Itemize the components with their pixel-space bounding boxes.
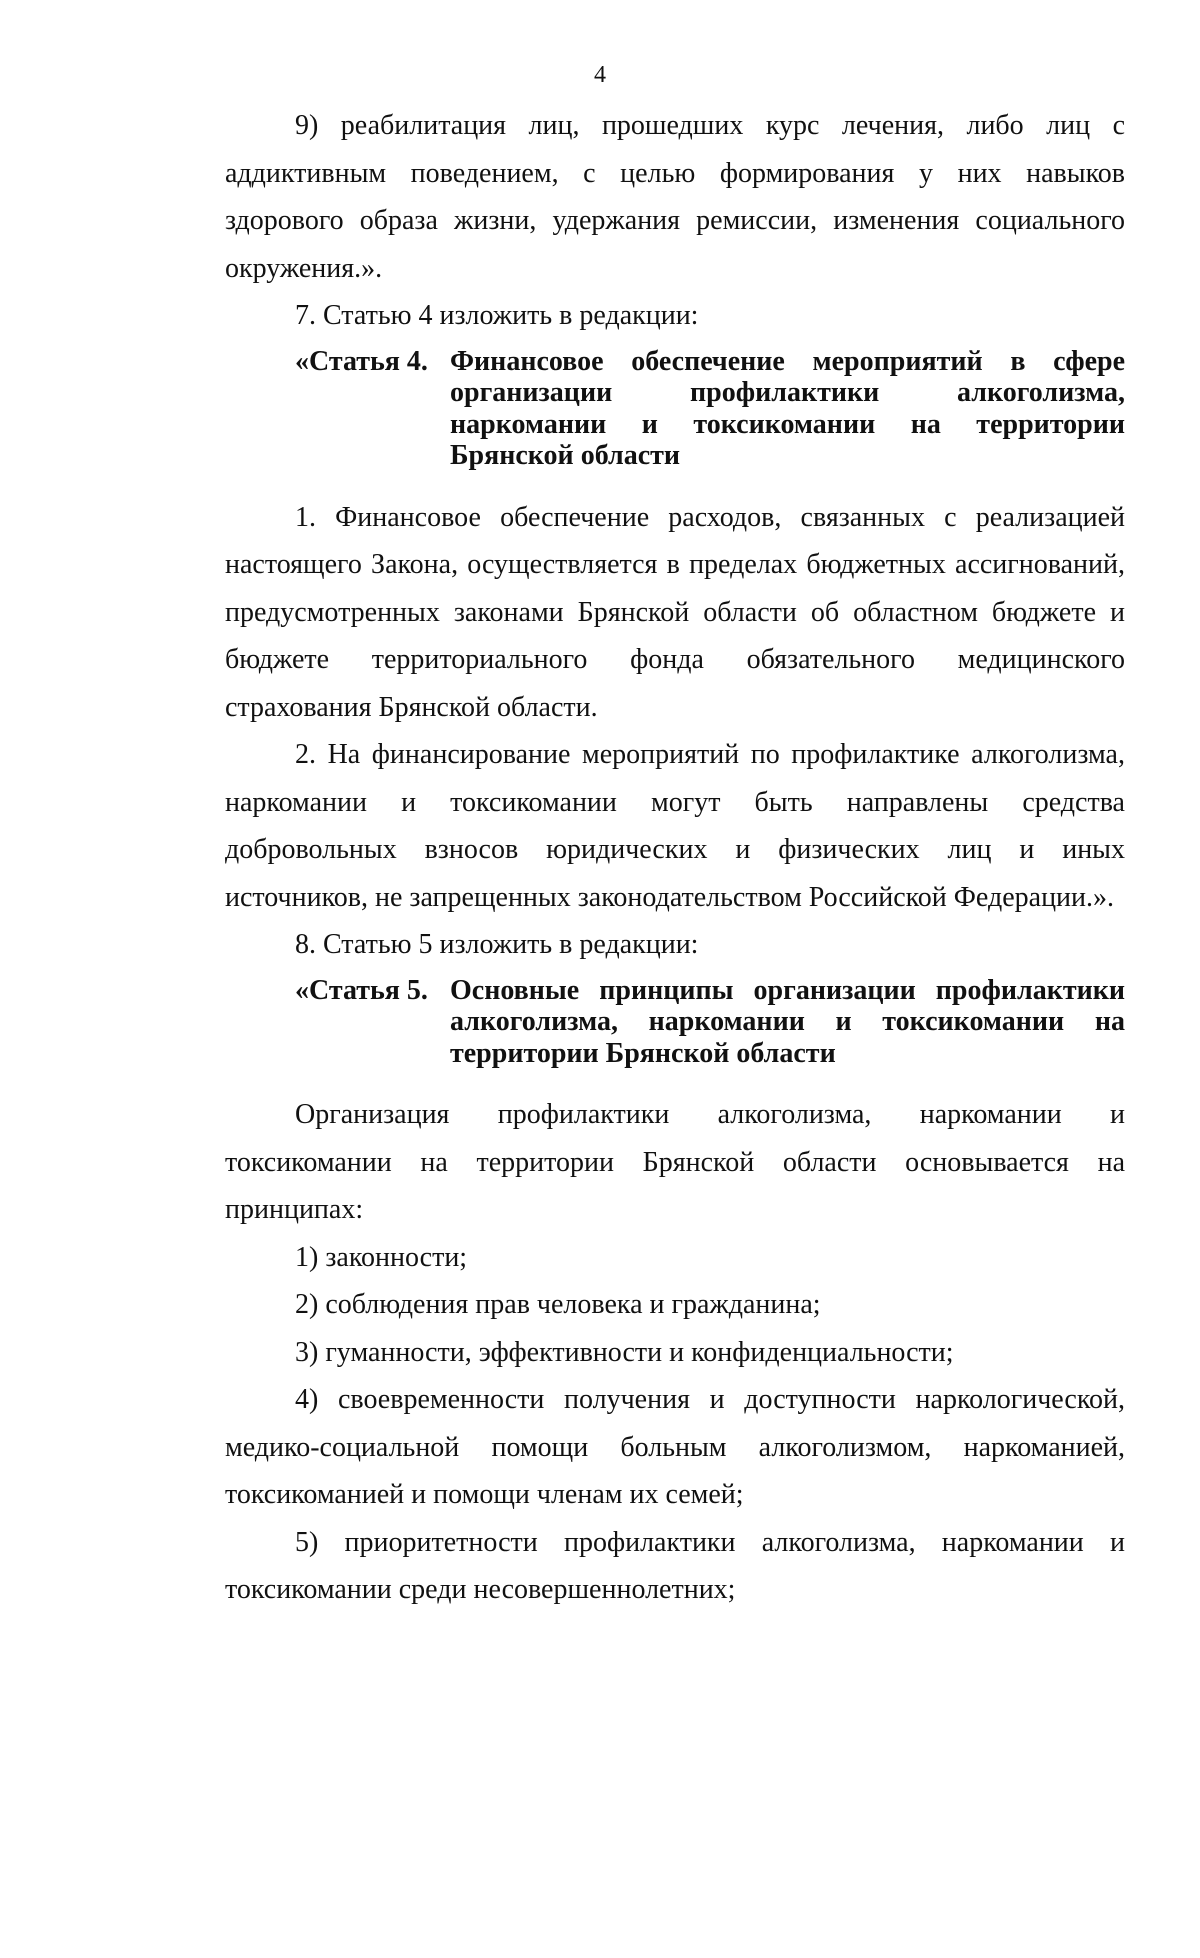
article-5-title: Основные принципы организации профилактики алкоголизма, наркомании и токсикомании на территории Брянской области — [450, 974, 1125, 1069]
paragraph-article4-part1: 1. Финансовое обеспечение расходов, связанных с реализацией настоящего Закона, осуществляется в пределах бюджетных ассигнований, предусмотренных законами Брянской области об областном бюджете и бюджете территориального фонда обязательного медицинского страхования Брянской области. — [225, 501, 1125, 723]
article-4-heading — [225, 346, 1125, 472]
list-item-principle-2: 2) соблюдения прав человека и гражданина; — [295, 1289, 821, 1320]
article-4-number: «Статья 4. — [295, 345, 428, 377]
article-5-heading — [225, 975, 1125, 1070]
list-item-principle-1: 1) законности; — [295, 1241, 468, 1273]
page-number: 4 — [594, 62, 606, 88]
article-5-number: «Статья 5. — [295, 974, 428, 1006]
document-body — [225, 102, 1125, 1614]
paragraph-item-9-rehabilitation: 9) реабилитация лиц, прошедших курс лечения, либо лиц с аддиктивным поведением, с целью формирования у них навыков здорового образа жизни, удержания ремиссии, изменения социального окружения.». — [225, 110, 1125, 284]
paragraph-article4-part2: 2. На финансирование мероприятий по профилактике алкоголизма, наркомании и токсикомании могут быть направлены средства добровольных взносов юридических и физических лиц и иных источников, не запрещенных законодательством Российской Федерации.». — [225, 739, 1125, 913]
list-item-principle-3: 3) гуманности, эффективности и конфиденциальности; — [295, 1336, 954, 1368]
article-4-title: Финансовое обеспечение мероприятий в сфере организации профилактики алкоголизма, наркомании и токсикомании на территории Брянской области — [450, 345, 1125, 471]
list-item-principle-5: 5) приоритетности профилактики алкоголизма, наркомании и токсикомании среди несовершеннолетних; — [225, 1526, 1125, 1605]
paragraph-amendment-7: 7. Статью 4 изложить в редакции: — [295, 300, 699, 331]
paragraph-article5-intro: Организация профилактики алкоголизма, наркомании и токсикомании на территории Брянской области основывается на принципах: — [225, 1099, 1125, 1225]
paragraph-amendment-8: 8. Статью 5 изложить в редакции: — [295, 929, 699, 960]
list-item-principle-4: 4) своевременности получения и доступности наркологической, медико-социальной помощи больным алкоголизмом, наркоманией, токсикоманией и помощи членам их семей; — [225, 1384, 1125, 1510]
